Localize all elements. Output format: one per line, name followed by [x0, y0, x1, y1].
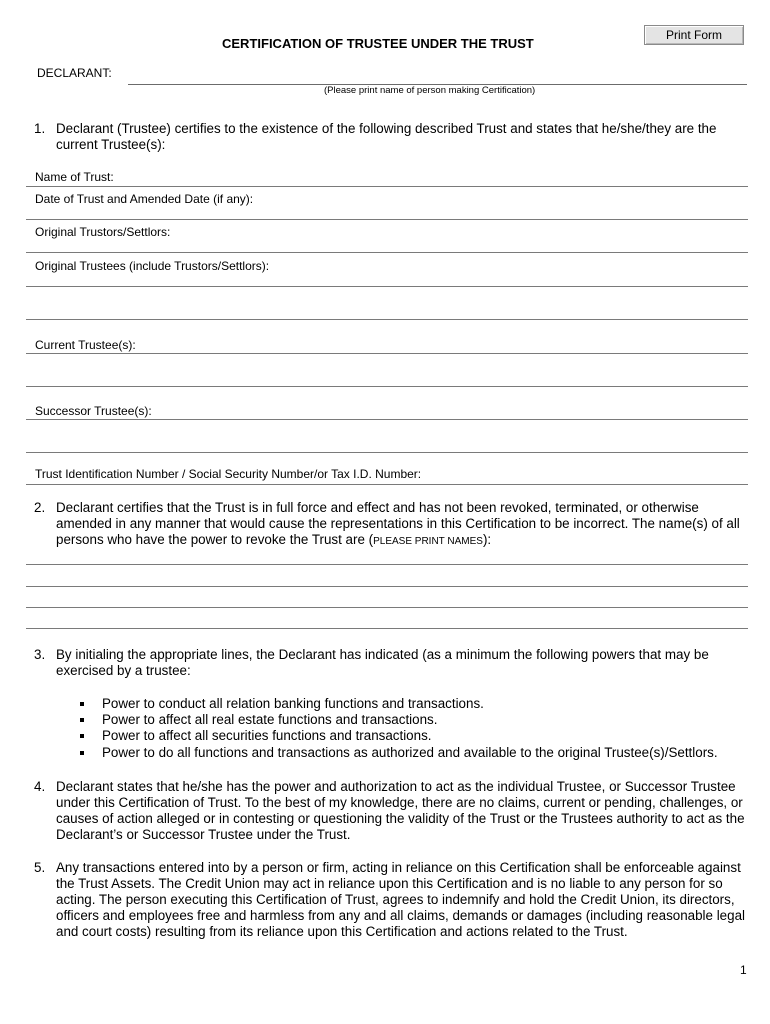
- date-of-trust-field[interactable]: [26, 219, 748, 220]
- section-2-number: 2.: [34, 500, 46, 515]
- current-trustees-label: Current Trustee(s):: [35, 338, 136, 352]
- bullet-icon: [80, 718, 84, 722]
- power-item: [78, 745, 718, 761]
- revoke-names-field-1[interactable]: [26, 564, 748, 565]
- declarant-hint: (Please print name of person making Certification): [324, 85, 536, 96]
- section-1: [34, 121, 754, 153]
- trust-id-number-label: Trust Identification Number / Social Security Number/or Tax I.D. Number:: [35, 467, 422, 481]
- original-trustees-field-1[interactable]: [26, 286, 748, 287]
- power-item: [78, 696, 718, 712]
- date-of-trust-label: Date of Trust and Amended Date (if any):: [35, 192, 254, 206]
- successor-trustees-label: Successor Trustee(s):: [35, 404, 152, 418]
- section-4: [34, 779, 754, 843]
- page-number: 1: [740, 963, 747, 977]
- original-trustees-label: Original Trustees (include Trustors/Settlors):: [35, 259, 270, 273]
- section-5-text: Any transactions entered into by a person or firm, acting in reliance on this Certification shall be enforceable against the Trust Assets. The Credit Union may act in reliance upon this Certification and is no liable to any person for so acting. The person executing this Certification of Trust, agrees to indemnify and hold the Credit Union, its directors, officers and employees free and harmless from any and all claims, demands or damages (including reasonable legal and court costs) resulting from its reliance upon this Certification and actions related to the Trust.: [56, 860, 745, 939]
- revoke-names-field-2[interactable]: [26, 586, 748, 587]
- current-trustees-field-1[interactable]: [26, 353, 748, 354]
- document-title: CERTIFICATION OF TRUSTEE UNDER THE TRUST: [222, 36, 534, 51]
- section-3-number: 3.: [34, 647, 46, 662]
- powers-list: [78, 696, 718, 761]
- section-5-number: 5.: [34, 860, 46, 875]
- power-item: [78, 712, 718, 728]
- section-3: [34, 647, 754, 679]
- name-of-trust-field[interactable]: [26, 186, 748, 187]
- section-1-text: Declarant (Trustee) certifies to the existence of the following described Trust and states that he/she/they are the current Trustee(s):: [56, 121, 717, 152]
- bullet-icon: [80, 702, 84, 706]
- declarant-label: DECLARANT:: [37, 66, 112, 80]
- bullet-icon: [80, 751, 84, 755]
- power-item-text: Power to conduct all relation banking functions and transactions.: [102, 696, 484, 711]
- section-2: [34, 500, 754, 550]
- section-4-text: Declarant states that he/she has the power and authorization to act as the individual Trustee, or Successor Trustee under this Certification of Trust. To the best of my knowledge, there are no claims, current or pending, challenges, or causes of action alleged or in contesting or questioning the validity of the Trust or the Trustees authority to act as the Declarant’s or Successor Trustee under the Trust.: [56, 779, 745, 842]
- section-1-number: 1.: [34, 121, 46, 136]
- original-trustors-label: Original Trustors/Settlors:: [35, 225, 171, 239]
- power-item-text: Power to affect all securities functions and transactions.: [102, 728, 432, 744]
- successor-trustees-field-2[interactable]: [26, 452, 748, 453]
- name-of-trust-label: Name of Trust:: [35, 170, 114, 184]
- power-item-text: Power to do all functions and transactions as authorized and available to the original Trustee(s)/Settlors.: [102, 744, 718, 760]
- section-2-smallcaps: PLEASE PRINT NAMES: [373, 536, 483, 547]
- power-item-text: Power to affect all real estate functions and transactions.: [102, 712, 438, 728]
- section-2-text: [56, 500, 754, 550]
- section-3-text: By initialing the appropriate lines, the Declarant has indicated (as a minimum the following powers that may be exercised by a trustee:: [56, 647, 709, 678]
- power-item: [78, 728, 718, 744]
- bullet-icon: [80, 734, 84, 738]
- section-2-tail: ):: [482, 532, 492, 547]
- trust-id-number-field[interactable]: [26, 484, 748, 485]
- section-2-body: Declarant certifies that the Trust is in full force and effect and has not been revoked, terminated, or otherwise amended in any manner that would cause the representations in this Certification to be incorrect. The name(s) of all persons who have the power to revoke the Trust are (: [56, 500, 740, 547]
- successor-trustees-field-1[interactable]: [26, 419, 748, 420]
- current-trustees-field-2[interactable]: [26, 386, 748, 387]
- original-trustors-field[interactable]: [26, 252, 748, 253]
- section-4-number: 4.: [34, 779, 46, 794]
- original-trustees-field-2[interactable]: [26, 319, 748, 320]
- print-form-button[interactable]: Print Form: [644, 25, 744, 45]
- revoke-names-field-3[interactable]: [26, 607, 748, 608]
- revoke-names-field-4[interactable]: [26, 628, 748, 629]
- section-5: [34, 860, 754, 940]
